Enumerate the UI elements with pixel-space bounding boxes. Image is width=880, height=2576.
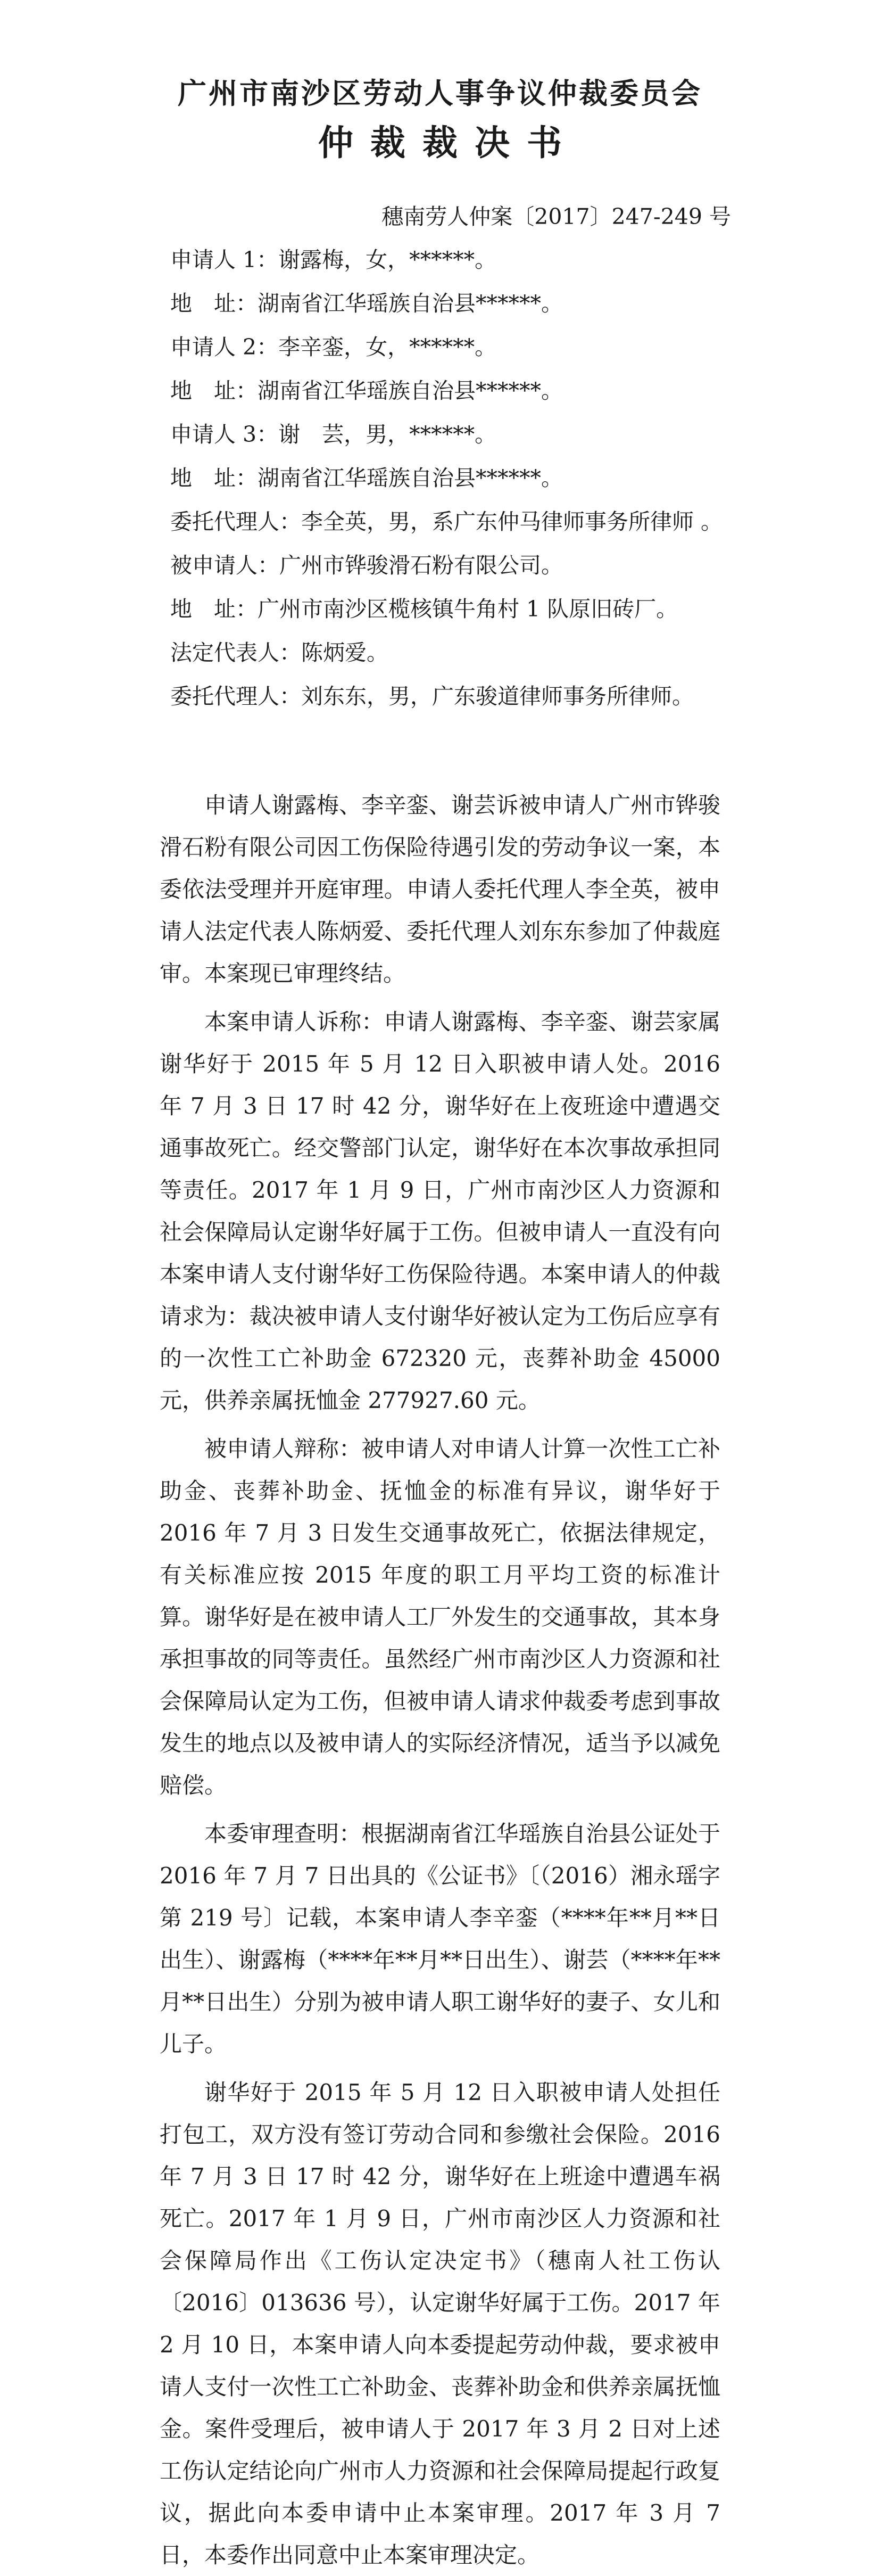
document-title: 仲裁裁决书 <box>318 122 579 163</box>
case-number: 穗南劳人仲案〔2017〕247-249 号 <box>381 204 731 229</box>
paragraph-findings: 本委审理查明：根据湖南省江华瑶族自治县公证处于 2016 年 7 月 7 日出具的《公证书》〔（2016）湘永瑶字第 219 号〕记载，本案申请人李辛銮（****年**月**日出生）、谢露梅（****年**月**日出生）、谢芸（****年**月**日出生）分别为被申请人职工谢华好的妻子、女儿和儿子。 <box>160 1821 720 2057</box>
paragraph-applicant-claim: 本案申请人诉称：申请人谢露梅、李辛銮、谢芸家属谢华好于 2015 年 5 月 12 日入职被申请人处。2016 年 7 月 3 日 17 时 42 分，谢华好在上夜班途中遭遇交通事故死亡。经交警部门认定，谢华好在本次事故承担同等责任。2017 年 1 月 9 日，广州市南沙区人力资源和社会保障局认定谢华好属于工伤。但被申请人一直没有向本案申请人支付谢华好工伤保险待遇。本案申请人的仲裁请求为：裁决被申请人支付谢华好被认定为工伤后应享有的一次性工亡补助金 672320 元，丧葬补助金 45000 元，供养亲属抚恤金 277927.60 元。 <box>160 1009 720 1413</box>
party-line: 申请人 2：李辛銮，女，******。 <box>170 334 497 360</box>
party-line: 地 址：湖南省江华瑶族自治县******。 <box>170 291 563 316</box>
organization-name: 广州市南沙区劳动人事争议仲裁委员会 <box>178 76 702 110</box>
party-line: 地 址：湖南省江华瑶族自治县******。 <box>170 378 563 404</box>
paragraph-case-intro: 申请人谢露梅、李辛銮、谢芸诉被申请人广州市铧骏滑石粉有限公司因工伤保险待遇引发的劳动争议一案，本委依法受理并开庭审理。申请人委托代理人李全英，被申请人法定代表人陈炳爱、委托代理人刘东东参加了仲裁庭审。本案现已审理终结。 <box>160 792 720 986</box>
party-line: 申请人 3：谢 芸，男，******。 <box>170 422 497 447</box>
document-header <box>160 72 720 167</box>
paragraph-respondent-defense: 被申请人辩称：被申请人对申请人计算一次性工亡补助金、丧葬补助金、抚恤金的标准有异议，谢华好于 2016 年 7 月 3 日发生交通事故死亡，依据法律规定，有关标准应按 2015 年度的职工月平均工资的标准计算。谢华好是在被申请人工厂外发生的交通事故，其本身承担事故的同等责任。虽然经广州市南沙区人力资源和社会保障局认定为工伤，但被申请人请求仲裁委考虑到事故发生的地点以及被申请人的实际经济情况，适当予以减免赔偿。 <box>160 1436 720 1798</box>
party-line: 地 址：广州市南沙区榄核镇牛角村 1 队原旧砖厂。 <box>170 596 678 622</box>
paragraph-facts: 谢华好于 2015 年 5 月 12 日入职被申请人处担任打包工，双方没有签订劳动合同和参缴社会保险。2016 年 7 月 3 日 17 时 42 分，谢华好在上班途中遭遇车祸死亡。2017 年 1 月 9 日，广州市南沙区人力资源和社会保障局作出《工伤认定决定书》（穗南人社工伤认〔2016〕013636 号），认定谢华好属于工伤。2017 年 2 月 10 日，本案申请人向本委提起劳动仲裁，要求被申请人支付一次性工亡补助金、丧葬补助金和供养亲属抚恤金。案件受理后，被申请人于 2017 年 3 月 2 日对上述工伤认定结论向广州市人力资源和社会保障局提起行政复议，据此向本委申请中止本案审理。2017 年 3 月 7 日，本委作出同意中止本案审理决定。 <box>160 2079 720 2568</box>
party-line: 委托代理人：李全英，男，系广东仲马律师事务所律师 。 <box>170 509 723 534</box>
party-line: 被申请人：广州市铧骏滑石粉有限公司。 <box>170 553 563 578</box>
party-line: 委托代理人：刘东东，男，广东骏道律师事务所律师。 <box>170 684 694 709</box>
parties-list <box>160 238 723 718</box>
party-line: 法定代表人：陈炳爱。 <box>170 640 388 665</box>
document-body <box>160 784 720 2576</box>
party-line: 申请人 1：谢露梅，女，******。 <box>170 247 497 273</box>
party-line: 地 址：湖南省江华瑶族自治县******。 <box>170 465 563 491</box>
